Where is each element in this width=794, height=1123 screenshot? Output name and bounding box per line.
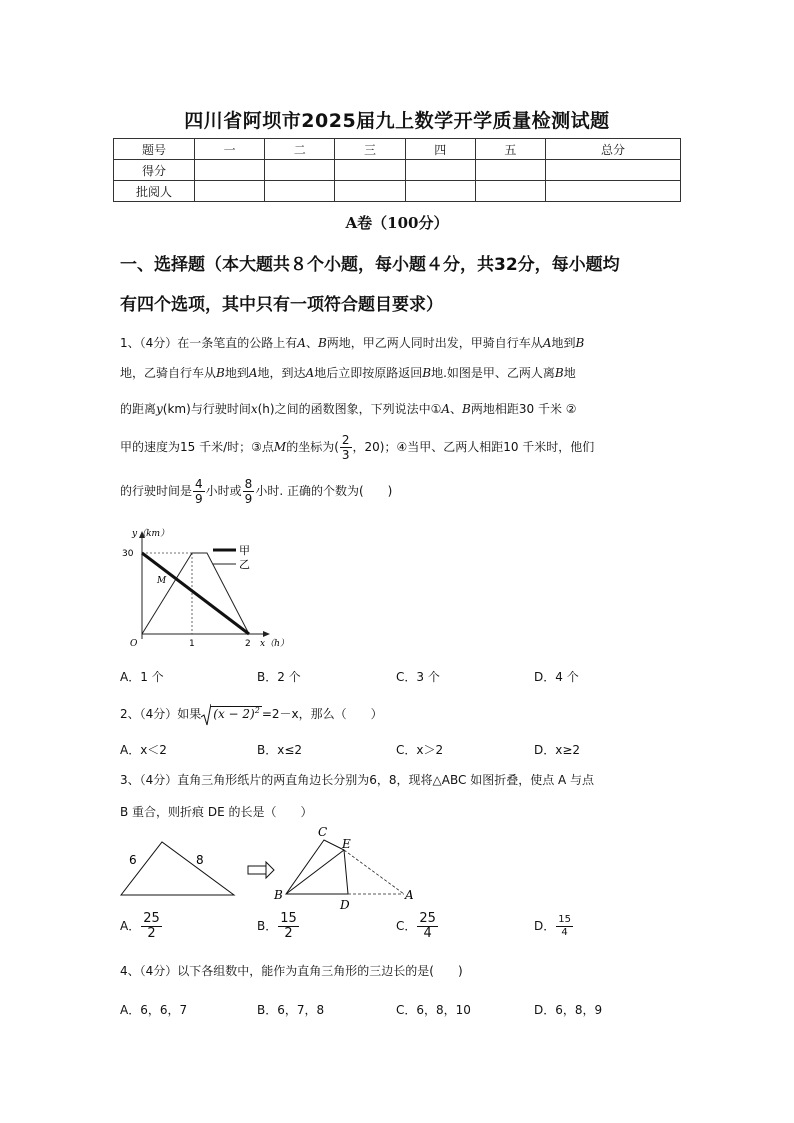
header-cell: 一 [195, 139, 265, 160]
q4-option-d[interactable]: D．6，8，9 [534, 1003, 603, 1017]
q1-option-d[interactable]: D．4 个 [534, 670, 579, 684]
grader-cell[interactable] [195, 181, 265, 202]
q1-line2: 地，乙骑自行车从B地到A地，到达A地后立即按原路返回B地.如图是甲、乙两人离B地 [120, 366, 576, 380]
x-axis-arrow-icon [263, 631, 270, 637]
q1-option-c[interactable]: C．3 个 [396, 670, 440, 684]
header-cell: 题号 [114, 139, 195, 160]
legend-yi: 乙 [239, 558, 250, 571]
q1-line1: 1、（4分）在一条笔直的公路上有A、B两地，甲乙两人同时出发，甲骑自行车从A地到B [120, 336, 585, 350]
point-a-label: A [405, 888, 414, 902]
point-d-label: D [340, 898, 350, 912]
q2-stem: 2、（4分）如果 $(x - 2)^2 =2-x$，那么（ ） [120, 696, 676, 729]
header-cell: 五 [475, 139, 545, 160]
score-row [114, 160, 681, 181]
q2-option-c[interactable]: C．x＞2 [396, 743, 444, 757]
grader-cell[interactable] [335, 181, 405, 202]
score-cell[interactable] [405, 160, 475, 181]
series-jia [142, 553, 249, 634]
folded-triangle [286, 840, 348, 894]
q1-option-b[interactable]: B．2 个 [257, 670, 301, 684]
q3-option-a[interactable]: A． $\frac{25}{2}$ [120, 911, 160, 941]
point-b-label: B [274, 888, 283, 902]
grader-row [114, 181, 681, 202]
score-cell[interactable] [546, 160, 681, 181]
page-title: 四川省阿坝市2025届九上数学开学质量检测试题 [184, 110, 610, 132]
score-cell[interactable] [335, 160, 405, 181]
fraction: $\frac{8}{9}$ [244, 477, 253, 506]
fraction: $\frac{4}{9}$ [195, 477, 203, 506]
score-table [113, 138, 681, 202]
y-tick-30: 30 [122, 549, 134, 559]
header-cell: 总分 [546, 139, 681, 160]
segment-be [286, 850, 344, 894]
x-tick-2: 2 [245, 639, 251, 649]
q1-function-graph [118, 526, 293, 654]
q3-option-b[interactable]: B． $\frac{15}{2}$ [257, 911, 297, 941]
header-cell: 四 [405, 139, 475, 160]
q4-option-b[interactable]: B．6，7，8 [257, 1003, 325, 1017]
side-6-label: 6 [129, 853, 137, 867]
segment-ea-dashed [344, 850, 404, 894]
score-cell[interactable] [265, 160, 335, 181]
header-cell: 二 [265, 139, 335, 160]
grader-cell[interactable] [405, 181, 475, 202]
q3-line1: 3、（4分）直角三角形纸片的两直角边长分别为6，8，现将△ABC 如图折叠，使点 A 与点 [120, 773, 595, 787]
q2-option-a[interactable]: A．x＜2 [120, 743, 167, 757]
section-a-heading: A卷（100分） [345, 214, 449, 232]
grader-cell[interactable] [265, 181, 335, 202]
q4-option-a[interactable]: A．6，6，7 [120, 1003, 188, 1017]
q1-line5: 的行驶时间是 $\frac{4}{9}$ 小时或 $\frac{8}{9}$ 小时. 正确的个数为( ) [120, 477, 393, 506]
origin-label: O [130, 639, 138, 649]
row-label: 得分 [114, 160, 195, 181]
q2-option-d[interactable]: D．x≥2 [534, 743, 581, 757]
point-e-label: E [342, 837, 351, 851]
q3-option-c[interactable]: C． $\frac{25}{4}$ [396, 911, 436, 941]
point-c-label: C [318, 825, 328, 839]
q1-line3: 的距离y(km)与行驶时间x(h)之间的函数图象，下列说法中①A、B两地相距30 千米 ② [120, 402, 577, 416]
part1-heading-line1: 一、选择题（本大题共８个小题，每小题４分，共32分，每小题均 [120, 255, 620, 275]
row-label: 批阅人 [114, 181, 195, 202]
sqrt-icon [201, 703, 211, 727]
q3-option-d[interactable]: D． $\frac{15}{4}$ [534, 914, 571, 938]
score-cell[interactable] [475, 160, 545, 181]
y-axis-label: y（km） [132, 529, 170, 539]
grader-cell[interactable] [546, 181, 681, 202]
score-cell[interactable] [195, 160, 265, 181]
fraction: $\frac{2}{3}$ [341, 433, 350, 462]
part1-heading-line2: 有四个选项，其中只有一项符合题目要求） [120, 295, 443, 315]
arrow-right-icon [248, 862, 274, 878]
grader-cell[interactable] [475, 181, 545, 202]
score-table-header-row [114, 139, 681, 160]
q4-stem: 4、（4分）以下各组数中，能作为直角三角形的三边长的是( ) [120, 964, 463, 978]
point-m-label: M [157, 576, 167, 586]
q3-line2: B 重合，则折痕 DE 的长是（ ） [120, 805, 313, 819]
x-tick-1: 1 [189, 639, 195, 649]
q4-option-c[interactable]: C．6，8，10 [396, 1003, 471, 1017]
radicand: $(x - 2)^2$ [213, 706, 260, 721]
original-triangle [121, 842, 234, 895]
x-axis-label: x（h） [260, 639, 289, 649]
q2-option-b[interactable]: B．x≤2 [257, 743, 303, 757]
q1-option-a[interactable]: A．1 个 [120, 670, 164, 684]
q3-fold-figure [112, 822, 422, 914]
side-8-label: 8 [196, 853, 204, 867]
header-cell: 三 [335, 139, 405, 160]
q1-line4: 甲的速度为15 千米/时；③点M的坐标为( $\frac{2}{3}$ ，20)；④当甲、乙两人相距10 千米时，他们 [120, 433, 595, 462]
legend-jia: 甲 [239, 544, 250, 557]
